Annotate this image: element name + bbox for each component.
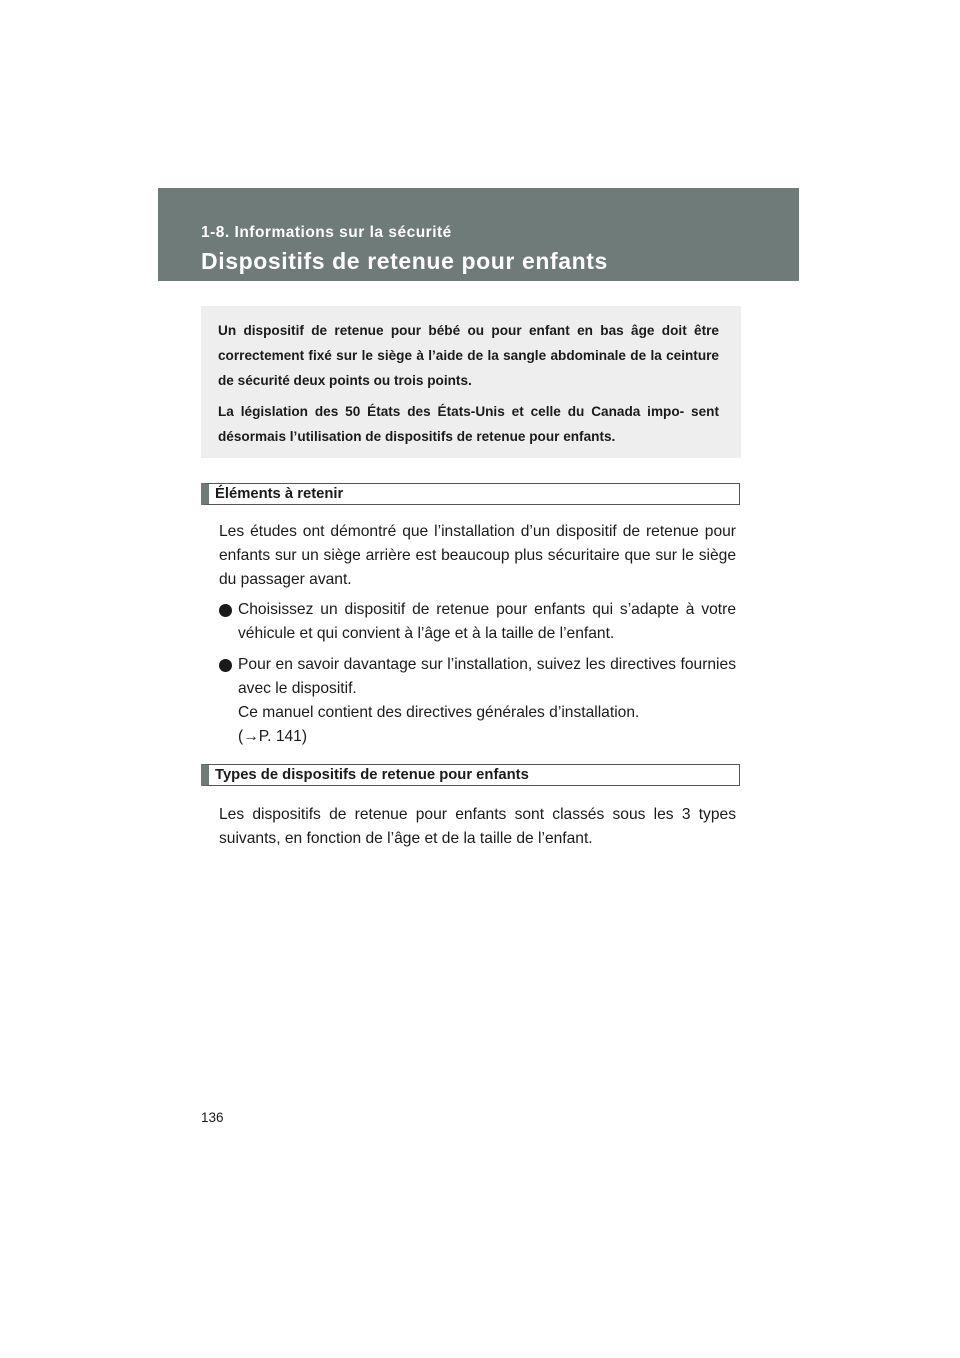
subheading-types-de-dispositifs: Types de dispositifs de retenue pour enfants: [201, 764, 740, 786]
bullet-1-text: Choisissez un dispositif de retenue pour enfants qui s’adapte à votre véhicule et qui convient à l’âge et à la taille de l’enfant.: [238, 601, 736, 642]
section-label: 1-8. Informations sur la sécurité: [201, 224, 452, 241]
bullet-item: [219, 598, 736, 646]
page-title: Dispositifs de retenue pour enfants: [201, 248, 608, 274]
chapter-header-band: [158, 188, 799, 281]
bullet-2-line-2: Ce manuel contient des directives générales d’installation.: [238, 704, 640, 721]
bullet-dot-icon: [219, 659, 232, 672]
page-reference: (→P. 141): [238, 728, 308, 745]
subheading-elements-a-retenir: Éléments à retenir: [201, 483, 740, 505]
section-1-body: Les études ont démontré que l’installation d’un dispositif de retenue pour enfants sur un siège arrière est beaucoup plus sécuritaire que sur le siège du passager avant.: [219, 523, 736, 588]
bullet-2-text: Pour en savoir davantage sur l’installation, suivez les directives fournies avec le dispositif.: [238, 656, 736, 697]
section-2-body: Les dispositifs de retenue pour enfants sont classés sous les 3 types suivants, en fonction de l’âge et de la taille de l’enfant.: [219, 806, 736, 847]
page-number: 136: [201, 1110, 224, 1125]
intro-paragraph-2: La législation des 50 États des États-Unis et celle du Canada impo- sent désormais l’utilisation de dispositifs de retenue pour enfants.: [218, 404, 719, 444]
intro-paragraph-1: Un dispositif de retenue pour bébé ou pour enfant en bas âge doit être correctement fixé sur le siège à l’aide de la sangle abdominale de la ceinture de sécurité deux points ou trois points.: [218, 323, 719, 388]
intro-box: [201, 306, 741, 458]
bullet-item: [219, 653, 736, 749]
bullet-dot-icon: [219, 604, 232, 617]
